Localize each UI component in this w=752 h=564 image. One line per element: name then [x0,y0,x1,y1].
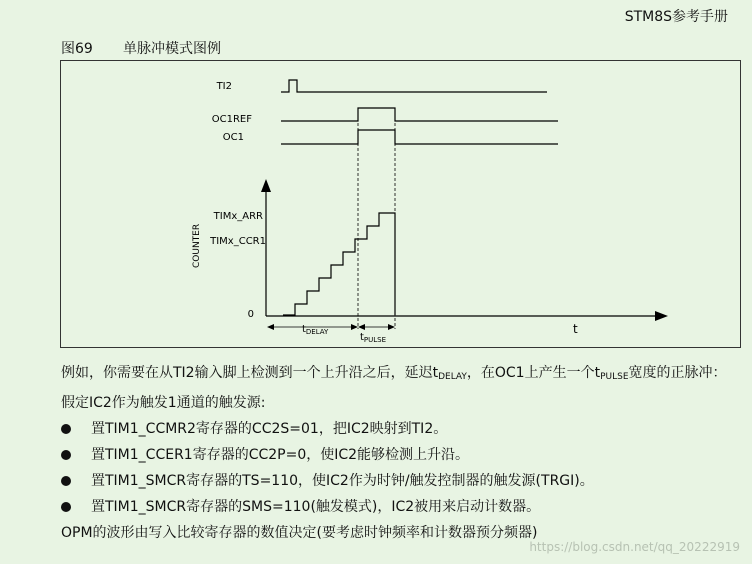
bullet-icon [61,424,71,434]
counter-waveform [283,213,395,315]
trigger-source-paragraph: 假定IC2作为触发1通道的触发源: [61,395,266,411]
delay-subscript: DELAY [438,372,467,382]
delay-label: $t_{DELAY}$ [302,324,329,336]
ccr1-label: TIMx_CCR1 [210,236,266,247]
pulse-arrow-right [388,324,395,330]
x-axis-label: t [573,322,578,336]
x-axis-arrow [655,311,668,321]
arr-label: TIMx_ARR [213,211,263,222]
pulse-arrow-left [358,324,365,330]
list-item [61,496,741,520]
intro-part-2: ，在OC1上产生一个t [466,365,601,381]
timing-diagram [61,61,742,349]
y-axis-arrow [261,179,271,192]
figure-caption [61,38,221,58]
oc1ref-waveform [281,108,558,121]
opm-paragraph: OPM的波形由写入比较寄存器的数值决定(要考虑时钟频率和计数器预分频器) [61,525,538,541]
zero-label: 0 [247,309,254,320]
intro-part-1: 例如，你需要在从TI2输入脚上检测到一个上升沿之后，延迟t [61,365,439,381]
list-item-text: 置TIM1_SMCR寄存器的TS=110，使IC2作为时钟/触发控制器的触发源(TRGI)。 [91,473,594,489]
y-axis-label: COUNTER [192,223,202,268]
list-item-text: 置TIM1_CCER1寄存器的CC2P=0，使IC2能够检测上升沿。 [91,447,470,463]
bullet-icon [61,502,71,512]
oc1-waveform [281,130,558,144]
oc1-label: OC1 [222,132,244,143]
list-item-text: 置TIM1_CCMR2寄存器的CC2S=01，把IC2映射到TI2。 [91,421,448,437]
list-item [61,470,741,494]
figure-number: 图69 [61,41,93,57]
bullet-icon [61,476,71,486]
watermark: https://blog.csdn.net/qq_20222919 [529,540,740,554]
oc1ref-label: OC1REF [211,114,252,125]
list-item-text: 置TIM1_SMCR寄存器的SMS=110(触发模式)，IC2被用来启动计数器。 [91,499,541,515]
intro-paragraph [61,362,741,388]
manual-title: STM8S参考手册 [624,9,728,25]
pulse-subscript: PULSE [600,372,629,382]
bullet-icon [61,450,71,460]
config-steps-list [61,418,741,520]
pulse-label: $t_{PULSE}$ [360,332,387,344]
list-item [61,418,741,442]
ti2-waveform [281,80,547,92]
delay-arrow-right [351,324,358,330]
list-item [61,444,741,468]
delay-arrow-left [267,324,274,330]
intro-part-3: 宽度的正脉冲： [628,365,727,381]
figure-caption-text: 单脉冲模式图例 [123,41,221,57]
body-text [61,362,741,544]
one-pulse-mode-figure [60,60,741,348]
ti2-label: TI2 [216,81,232,92]
